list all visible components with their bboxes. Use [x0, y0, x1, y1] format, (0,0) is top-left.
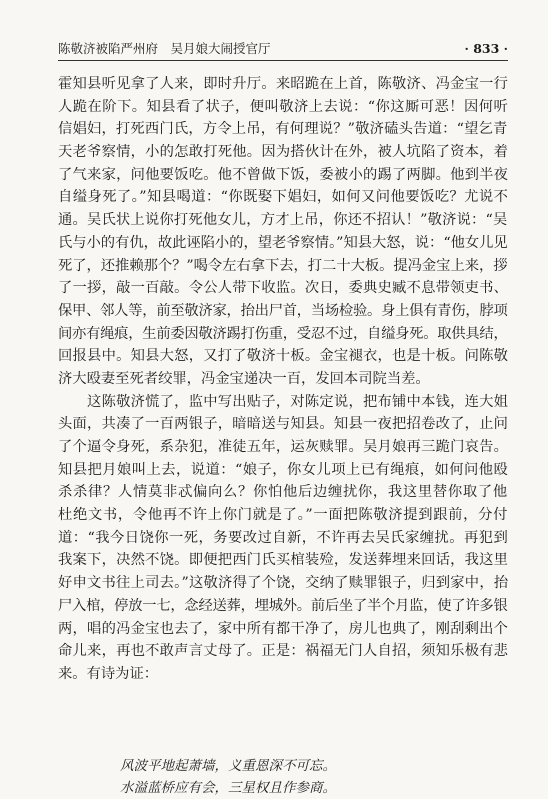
text-line: 命儿来，再也不敢声言丈母了。正是：祸福无门人自招，须知乐极有悲	[58, 643, 508, 660]
text-line: 两，唱的冯金宝也去了，家中所有都干净了，房儿也典了，刚刮剩出个	[58, 620, 508, 637]
text-line: 了个逼令身死，系杂犯，准徒五年，运灰赎罪。吴月娘再三跪门哀告。	[58, 439, 508, 455]
text-line: 这陈敬济慌了，监中写出贴子，对陈定说，把布铺中本钱，连大姐	[58, 393, 508, 410]
text-line: 自缢身死了。”知县喝道：“你既娶下娼妇，如何又问他要饭吃？尤说不	[58, 189, 508, 206]
text-line: 霍知县听见拿了人来，即时升厅。来昭跪在上首，陈敬济、冯金宝一行	[58, 76, 508, 92]
text-line: 杀杀律？人情莫非忒偏向么？你怕他后边缠扰你，我这里替你取了他	[58, 484, 508, 501]
verse-block	[120, 755, 336, 799]
text-line: 来。有诗为证：	[58, 665, 159, 682]
text-line: 杜绝文书，令他再不许上你门就是了。”一面把陈敬济提到跟前，分付	[58, 507, 508, 524]
text-line: 济大殴妻至死者绞罪，冯金宝递决一百，发回本司院当差。	[58, 370, 430, 387]
text-line: 人跪在阶下。知县看了状子，便叫敬济上去说：“你这厮可恶！因何听	[58, 98, 508, 115]
text-line: 了一拶，敲一百敲。令公人带下收监。次日，委典史臧不息带领吏书、	[58, 280, 508, 297]
text-line: 我案下，决然不饶。即便把西门氏买棺装殓，发送葬埋来回话，我这里	[58, 552, 508, 569]
text-line: 头面，共凑了一百两银子，暗暗送与知县。知县一夜把招卷改了，止问	[58, 416, 508, 433]
text-line: 死了，还推赖那个？”喝令左右拿下去，打二十大板。提冯金宝上来，拶	[58, 257, 508, 274]
text-line: 氏与小的有仇，故此诬陷小的，望老爷察情。”知县大怒，说：“他女儿见	[58, 234, 508, 251]
text-line: 道：“我今日饶你一死，务要改过自新，不许再去吴氏家缠扰。再犯到	[58, 529, 508, 546]
text-line: 间亦有绳痕，生前委因敬济踢打伤重，受忍不过，自缢身死。取供具结，	[58, 325, 508, 342]
chapter-title: 陈敬济被陷严州府 吴月娘大闹授官厅	[58, 41, 271, 56]
text-line: 保甲、邻人等，前至敬济家，抬出尸首，当场检验。身上俱有青伤，脖项	[58, 302, 508, 319]
text-line: 好申文书往上司去。”这敬济得了个饶，交纳了赎罪银子，归到家中，抬	[58, 575, 508, 592]
text-line: 回报县中。知县大怒，又打了敬济十板。金宝褪衣，也是十板。问陈敬	[58, 348, 508, 365]
text-line: 通。吴氏状上说你打死他女儿，方才上吊，你还不招认！”敬济说：“吴	[58, 212, 508, 229]
page-number: · 833 ·	[464, 41, 508, 56]
text-line: 天老爷察情，小的怎敢打死他。因为搭伙计在外，被人坑陷了资本，着	[58, 144, 508, 161]
text-line: 尸入棺，停放一七，念经送葬，埋城外。前后坐了半个月监，使了许多银	[58, 597, 508, 614]
text-line: 信娼妇，打死西门氏，方令上吊，有何理说？”敬济磕头告道：“望乞青	[58, 121, 508, 138]
running-header	[58, 40, 508, 61]
text-line: 知县把月娘叫上去，说道：“娘子，你女儿项上已有绳痕，如何问他殴	[58, 461, 508, 478]
body-text	[58, 73, 508, 686]
verse-line: 风波平地起萧墙，义重恩深不可忘。	[120, 758, 336, 774]
text-line: 了气来家，问他要饭吃。他不曾做下饭，委被小的踢了两脚。他到半夜	[58, 166, 508, 183]
verse-line: 水溢蓝桥应有会，三星权且作参商。	[120, 780, 336, 796]
